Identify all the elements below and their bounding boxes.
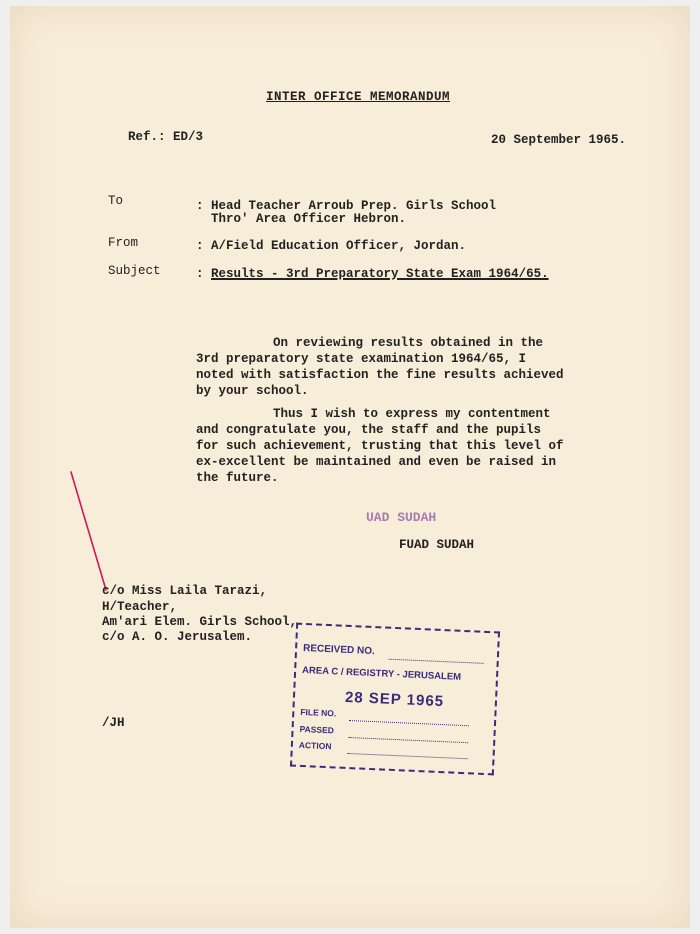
signature-stamp: UAD SUDAH bbox=[366, 510, 437, 525]
to-recipient-line2: Thro' Area Officer Hebron. bbox=[196, 212, 407, 226]
signature-name: FUAD SUDAH bbox=[399, 538, 475, 552]
body-paragraph-2 bbox=[196, 406, 571, 486]
stamp-date: 28 SEP 1965 bbox=[344, 688, 445, 711]
from-value: : A/Field Education Officer, Jordan. bbox=[196, 239, 467, 253]
body-paragraph-1-text: On reviewing results obtained in the 3rd preparatory state examination 1964/65, I noted with satisfaction the fine results achieved by your school. bbox=[196, 336, 564, 398]
memo-title: INTER OFFICE MEMORANDUM bbox=[266, 90, 451, 104]
subject-label: Subject bbox=[108, 264, 161, 278]
copy-to-line2: H/Teacher, bbox=[102, 600, 178, 614]
subject-colon: : bbox=[196, 267, 212, 281]
pen-mark-arrow bbox=[66, 468, 116, 598]
typist-initials: /JH bbox=[102, 716, 125, 730]
copy-to-line3: Am'ari Elem. Girls School, bbox=[102, 615, 298, 629]
to-label: To bbox=[108, 194, 124, 208]
memo-reference: Ref.: ED/3 bbox=[128, 130, 204, 144]
subject-line bbox=[196, 266, 549, 282]
copy-to-line4: c/o A. O. Jerusalem. bbox=[102, 630, 253, 644]
copy-to-line1: c/o Miss Laila Tarazi, bbox=[102, 584, 268, 598]
stamp-received-label: RECEIVED NO. bbox=[302, 642, 375, 658]
stamp-file-label: FILE NO. bbox=[300, 706, 337, 719]
from-label: From bbox=[108, 236, 139, 250]
stamp-passed-dotted-line bbox=[348, 737, 468, 743]
memo-date: 20 September 1965. bbox=[491, 133, 627, 147]
stamp-passed-label: PASSED bbox=[299, 723, 335, 736]
stamp-area-label: AREA C / REGISTRY - JERUSALEM bbox=[301, 664, 462, 683]
body-paragraph-1 bbox=[196, 335, 571, 399]
to-recipient-line1: : Head Teacher Arroub Prep. Girls School bbox=[196, 199, 497, 213]
stamp-file-dotted-line bbox=[349, 720, 469, 726]
received-stamp bbox=[290, 623, 500, 776]
stamp-received-dotted-line bbox=[389, 659, 484, 664]
stamp-action-dotted-line bbox=[348, 753, 468, 759]
subject-value: Results - 3rd Preparatory State Exam 1964/65. bbox=[211, 267, 549, 281]
stamp-action-label: ACTION bbox=[298, 739, 332, 752]
body-paragraph-2-text: Thus I wish to express my contentment and congratulate you, the staff and the pupils for such achievement, trusting that this level of ex-excellent be maintained and even be raised in the future. bbox=[196, 407, 564, 485]
